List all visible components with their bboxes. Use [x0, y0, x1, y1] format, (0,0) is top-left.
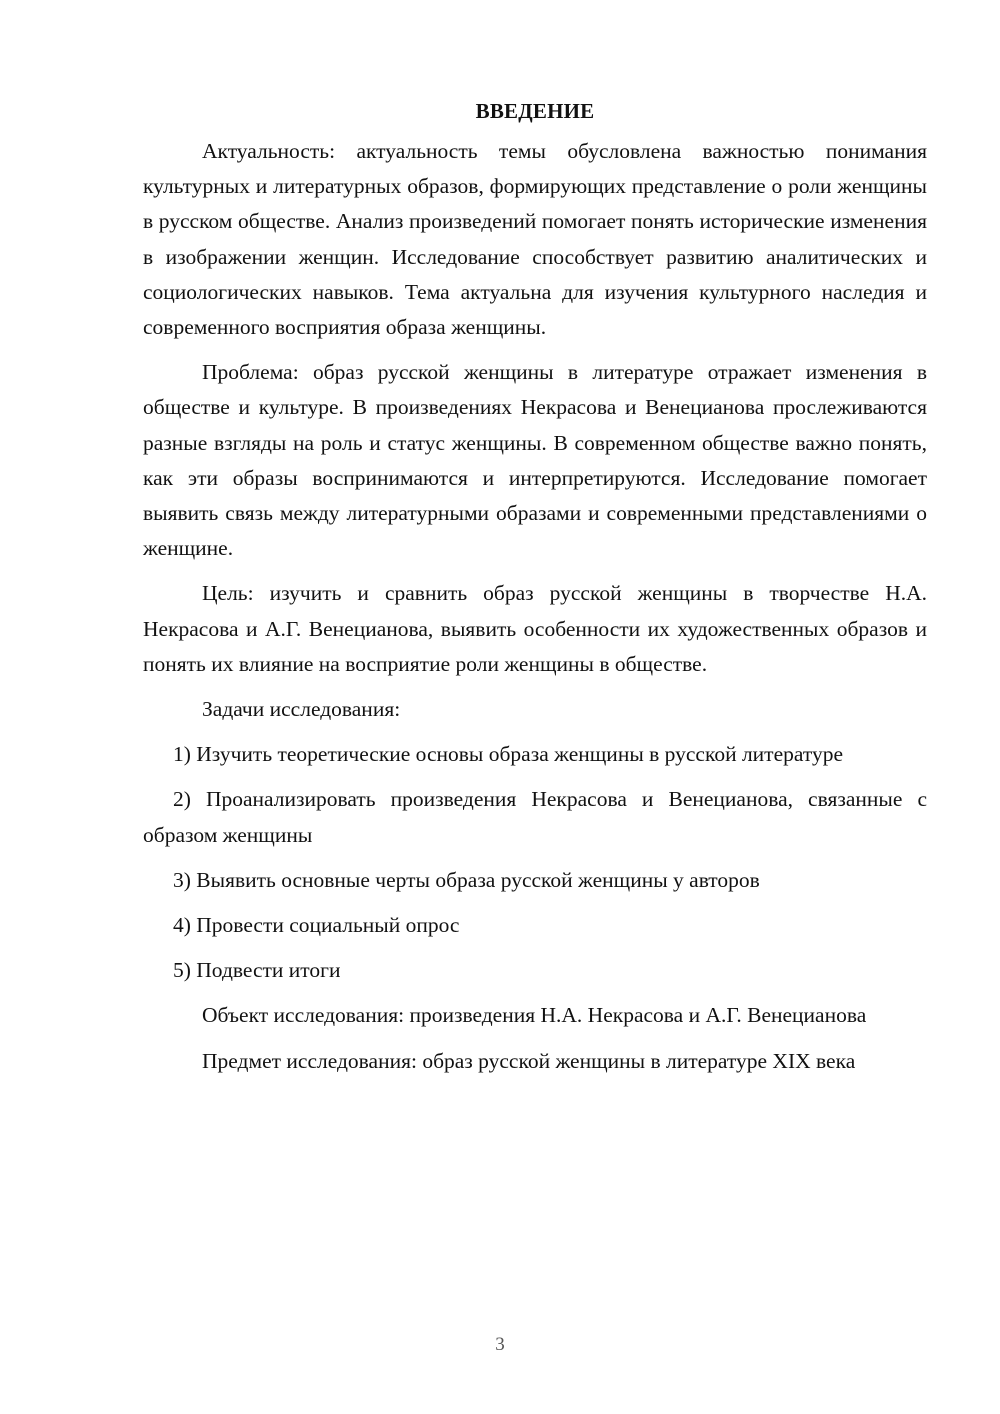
goal-paragraph: Цель: изучить и сравнить образ русской женщины в творчестве Н.А. Некрасова и А.Г. Венецианова, выявить особенности их художественных образов и понять их влияние на восприятие роли женщины в обществе. — [143, 581, 927, 676]
task-item: 1) Изучить теоретические основы образа женщины в русской литературе — [173, 742, 844, 767]
task-item: 3) Выявить основные черты образа русской женщины у авторов — [173, 867, 760, 892]
page-number: 3 — [495, 1334, 505, 1355]
section-heading: ВВЕДЕНИЕ — [475, 99, 595, 123]
page-content — [143, 96, 927, 1089]
task-item: 2) Проанализировать произведения Некрасова и Венецианова, связанные с образом женщины — [143, 787, 927, 847]
tasks-heading: Задачи исследования: — [202, 697, 401, 722]
research-subject-paragraph: Предмет исследования: образ русской женщины в литературе XIX века — [202, 1048, 856, 1073]
relevance-paragraph: Актуальность: актуальность темы обусловлена важностью понимания культурных и литературных образов, формирующих представление о роли женщины в русском обществе. Анализ произведений помогает понять исторические изменения в изображении женщин. Исследование способствует развитию аналитических и социологических навыков. Тема актуальна для изучения культурного наследия и современного восприятия образа женщины. — [143, 139, 927, 340]
task-item: 5) Подвести итоги — [173, 958, 341, 983]
tasks-list — [143, 737, 927, 988]
research-object-paragraph: Объект исследования: произведения Н.А. Некрасова и А.Г. Венецианова — [202, 1003, 867, 1028]
task-item: 4) Провести социальный опрос — [173, 913, 460, 938]
problem-paragraph: Проблема: образ русской женщины в литературе отражает изменения в обществе и культуре. В произведениях Некрасова и Венецианова прослеживаются разные взгляды на роль и статус женщины. В современном обществе важно понять, как эти образы воспринимаются и интерпретируются. Исследование помогает выявить связь между литературными образами и современными представлениями о женщине. — [143, 360, 927, 561]
